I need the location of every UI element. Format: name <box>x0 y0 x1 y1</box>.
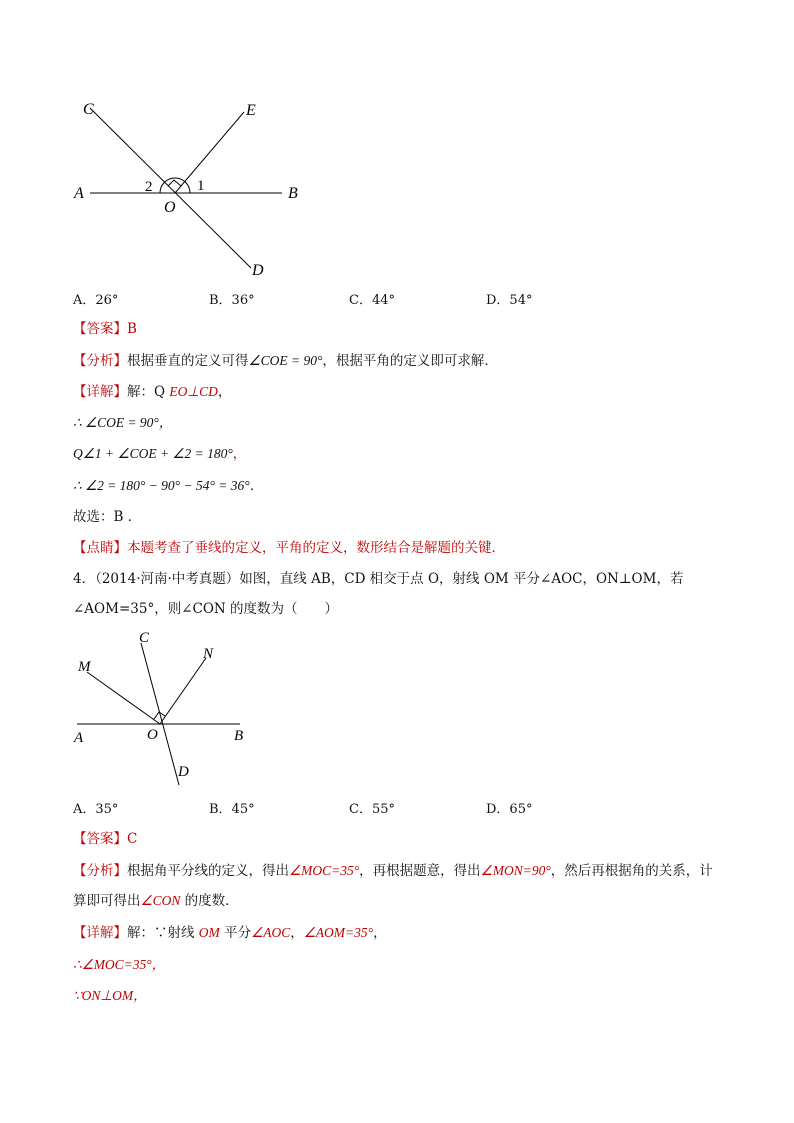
figure-1-angle-diagram <box>60 90 320 285</box>
q4-option-b: B．45° <box>209 802 255 817</box>
q4-stem-line-1: 4．（2014·河南·中考真题）如图，直线 AB，CD 相交于点 O，射线 OM 平分∠AOC，ON⊥OM，若 <box>73 571 684 587</box>
detail-end: ， <box>373 925 387 941</box>
label-c: C <box>139 630 150 646</box>
ray-on <box>160 658 206 724</box>
analysis-1b: ∠MOC=35° <box>289 863 360 878</box>
label-angle-1: 1 <box>197 178 205 194</box>
q3-option-b: B．36° <box>209 293 255 308</box>
comment-tag: 【点睛】 <box>73 540 127 556</box>
q3-answer <box>73 320 137 338</box>
q4-analysis-line-1 <box>73 862 713 880</box>
detail-aoc: ∠AOC <box>251 925 291 940</box>
q3-analysis <box>73 352 498 370</box>
detail-tag: 【详解】 <box>73 925 127 941</box>
q3-choose: 故选：B ． <box>73 509 142 525</box>
because-symbol: Q <box>154 384 166 400</box>
ray-om <box>87 672 160 724</box>
analysis-1c: ，再根据题意，得出 <box>359 863 481 879</box>
detail-intro: 解：∵射线 <box>127 925 199 941</box>
q3-step-1: ∴ ∠COE = 90°， <box>73 415 173 430</box>
q3-option-a: A．26° <box>73 293 119 308</box>
analysis-1e: ，然后再根据角的关系，计 <box>550 863 713 879</box>
detail-condition: EO⊥CD <box>169 384 218 399</box>
q3-comment <box>73 539 505 557</box>
q4-stem-line-2: ∠AOM=35°，则∠CON 的度数为（ ） <box>73 601 339 617</box>
analysis-1d: ∠MON=90° <box>480 863 551 878</box>
ray-oe <box>175 112 244 193</box>
q4-analysis-line-2 <box>73 892 239 910</box>
label-o: O <box>164 199 176 216</box>
step-2-tail: ， <box>232 446 247 462</box>
analysis-2a: 算即可得出 <box>73 893 141 909</box>
answer-value: B <box>127 321 137 337</box>
analysis-2c: 的度数． <box>180 893 239 909</box>
q3-step-2 <box>73 445 246 463</box>
q3-step-3: ∴ ∠2 = 180° − 90° − 54° = 36°． <box>73 478 264 493</box>
q4-step-2: ∵ON⊥OM， <box>73 988 147 1003</box>
label-o: O <box>147 727 158 743</box>
answer-value: C <box>127 831 138 847</box>
q4-option-a: A．35° <box>73 802 119 817</box>
detail-aom: ∠AOM=35° <box>303 925 374 940</box>
q3-option-d: D．54° <box>486 293 533 308</box>
label-b: B <box>288 185 298 202</box>
label-e: E <box>246 102 256 119</box>
detail-intro: 解： <box>127 384 154 400</box>
q3-option-c: C．44° <box>349 293 395 308</box>
q4-detail <box>73 924 387 942</box>
label-b: B <box>234 728 244 744</box>
analysis-text-b: ，根据平角的定义即可求解． <box>322 353 498 369</box>
detail-mid: 平分 <box>219 925 252 941</box>
detail-comma: ， <box>290 925 304 941</box>
label-a: A <box>74 730 84 746</box>
right-angle-mark <box>168 180 181 186</box>
q4-step-1: ∴∠MOC=35°， <box>73 957 166 972</box>
analysis-tag: 【分析】 <box>73 353 127 369</box>
answer-tag: 【答案】 <box>73 321 127 337</box>
analysis-1a: 根据角平分线的定义，得出 <box>127 863 289 879</box>
detail-comma: ， <box>217 384 232 400</box>
analysis-2b: ∠CON <box>140 893 181 908</box>
answer-tag: 【答案】 <box>73 831 127 847</box>
step-2-math: Q∠1 + ∠COE + ∠2 = 180° <box>73 446 233 461</box>
q4-answer <box>73 830 137 848</box>
detail-tag: 【详解】 <box>73 384 127 400</box>
label-m: M <box>78 659 91 675</box>
label-d: D <box>178 764 189 780</box>
detail-om: OM <box>198 925 220 940</box>
q4-option-d: D．65° <box>486 802 533 817</box>
analysis-math: ∠COE = 90° <box>248 353 323 368</box>
q3-detail <box>73 383 231 401</box>
label-c: C <box>83 101 94 118</box>
label-d: D <box>252 262 264 279</box>
analysis-tag: 【分析】 <box>73 863 127 879</box>
label-a: A <box>74 185 84 202</box>
analysis-text-a: 根据垂直的定义可得 <box>127 353 249 369</box>
figure-2-angle-diagram <box>60 625 270 790</box>
label-angle-2: 2 <box>145 179 153 195</box>
q4-option-c: C．55° <box>349 802 395 817</box>
label-n: N <box>203 646 214 662</box>
comment-text: 本题考查了垂线的定义，平角的定义，数形结合是解题的关键． <box>127 540 505 556</box>
